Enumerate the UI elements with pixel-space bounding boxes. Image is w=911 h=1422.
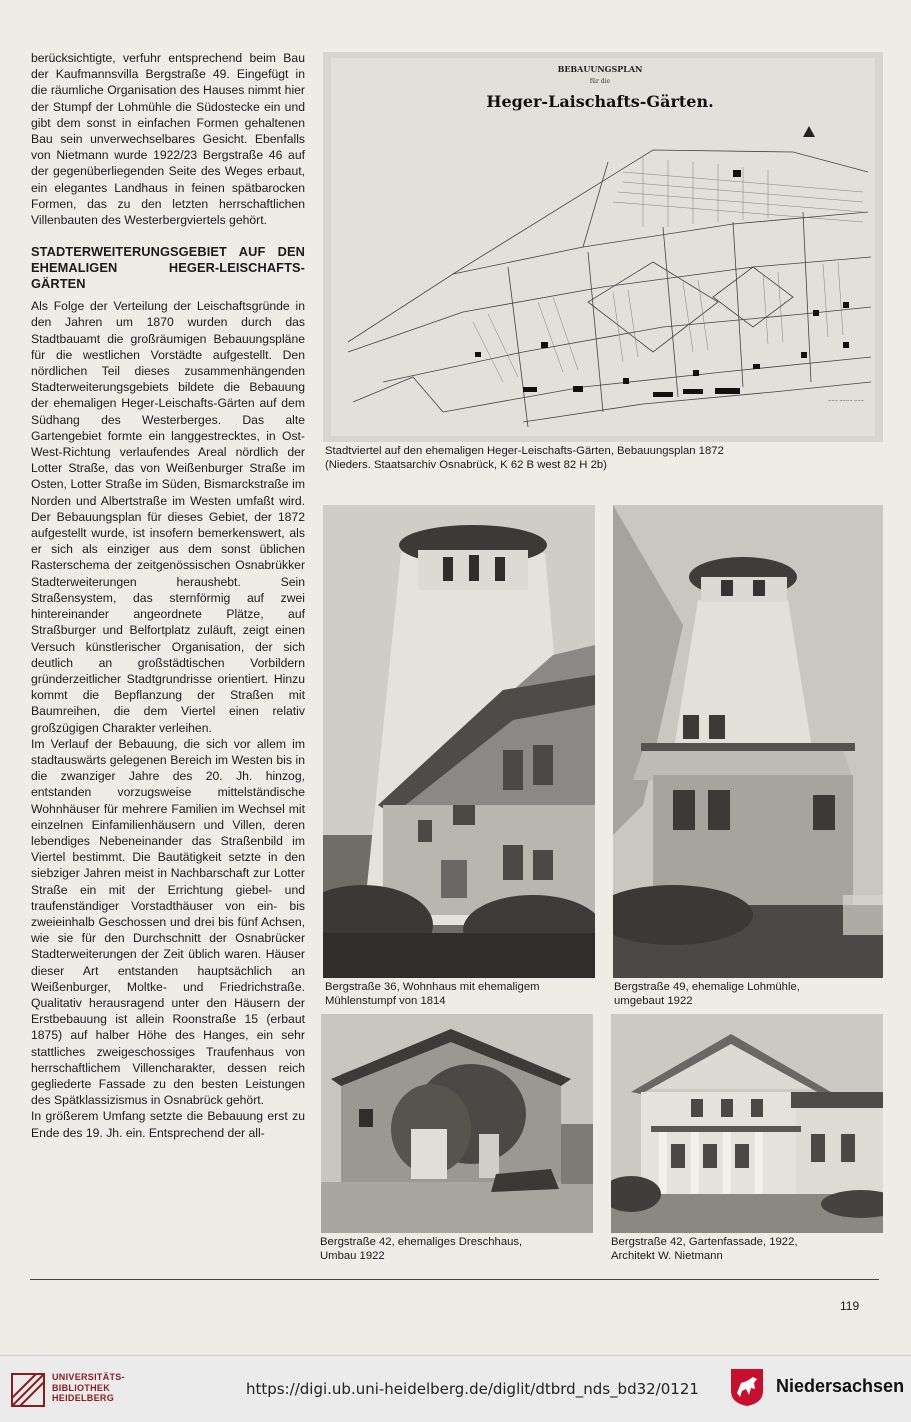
plan-drawing bbox=[323, 52, 883, 442]
library-name-line1: UNIVERSITÄTS- bbox=[52, 1372, 125, 1382]
state-name: Niedersachsen bbox=[776, 1376, 905, 1396]
photo-3-caption-line1: Bergstraße 42, ehemaliges Dreschhaus, bbox=[320, 1236, 523, 1248]
photo-bergstrasse-36 bbox=[323, 505, 595, 978]
library-name-line2: BIBLIOTHEK bbox=[52, 1382, 110, 1393]
threshing-house-image bbox=[321, 1014, 593, 1233]
section-heading: STADTERWEITERUNGSGEBIET AUF DEN EHEMALIGEN HEGER-LEISCHAFTS-GÄRTEN bbox=[31, 244, 305, 292]
svg-text:~~~ ~~~~ ~~~: ~~~ ~~~~ ~~~ bbox=[828, 398, 865, 403]
niedersachsen-horse-icon[interactable] bbox=[727, 1367, 767, 1407]
library-name bbox=[52, 1372, 125, 1404]
plan-caption bbox=[325, 445, 885, 472]
plan-label-small: BEBAUUNGSPLAN bbox=[557, 64, 643, 74]
photo-1-caption-line2: Mühlenstumpf von 1814 bbox=[325, 994, 446, 1007]
photo-1-caption bbox=[325, 981, 595, 1008]
photo-4-caption bbox=[611, 1236, 881, 1263]
photo-gartenfassade bbox=[611, 1014, 883, 1233]
photo-4-caption-line1: Bergstraße 42, Gartenfassade, 1922, bbox=[611, 1236, 798, 1248]
viewer-footer bbox=[0, 1355, 911, 1422]
photo-dreschhaus bbox=[321, 1014, 593, 1233]
intro-paragraph: berücksichtigte, verfuhr entsprechend beim Bau der Kaufmannsvilla Bergstraße 49. Eingefügt in die räumliche Organisation des Hauses nimmt hier der Stumpf der Lohmühle die Südostecke ein und gibt dem sonst in einfachen Formen gehaltenen Bau sein unverwechselbares Gesicht. Ebenfalls von Nietmann wurde 1922/23 Bergstraße 46 auf der gegenüberliegenden Seite des Weges erbaut, ein elegantes Landhaus in feinen spätbarocken Formen, das zu den letzten herrschaftlichen Villenbauten des Westerbergviertels gehört. bbox=[31, 51, 305, 228]
body-paragraph-3: In größerem Umfang setzte die Bebauung erst zu Ende des 19. Jh. ein. Entsprechend der all- bbox=[31, 1109, 305, 1140]
tower-house-image bbox=[323, 505, 595, 978]
permalink-url[interactable]: https://digi.ub.uni-heidelberg.de/diglit/dtbrd_nds_bd32/0121 bbox=[246, 1380, 699, 1398]
library-name-line3: HEIDELBERG bbox=[52, 1393, 115, 1403]
photo-4-caption-line2: Architekt W. Nietmann bbox=[611, 1249, 723, 1262]
university-library-logo-icon[interactable] bbox=[10, 1372, 46, 1408]
plan-figure bbox=[323, 52, 883, 442]
text-column bbox=[31, 50, 305, 1141]
photo-2-caption-line1: Bergstraße 49, ehemalige Lohmühle, bbox=[614, 981, 800, 993]
garden-facade-image bbox=[611, 1014, 883, 1233]
photo-3-caption bbox=[320, 1236, 590, 1263]
mill-image bbox=[613, 505, 883, 978]
photo-3-caption-line2: Umbau 1922 bbox=[320, 1249, 385, 1262]
footer-rule bbox=[30, 1279, 879, 1280]
photo-2-caption bbox=[614, 981, 884, 1008]
body-paragraph-1: Als Folge der Verteilung der Leischaftsgründe in den Jahren um 1870 wurden durch das Stadtbauamt die großräumigen Bebauungspläne für die westlichen Vorstädte aufgestellt. Den nördlichen Teil dieses zusammenhängenden Stadterweiterungsgebiets bildete die Bebauung der ehemaligen Heger-Leischafts-Gärten auf dem Südhang des Westerberges. Das alte Gartengebiet formte ein langgestrecktes, in Ost-West-Richtung verlaufendes Areal nördlich der Lotter Straße, das von Weißenburger Straße im Osten, Lotter Straße im Süden, Bismarckstraße im Norden und Albertstraße im Westen umfaßt wird. Der Bebauungsplan für dieses Gebiet, der 1872 aufgestellt wurde, ist insofern bemerkenswert, als er sich als einziger aus dem sonst üblichen Rasterschema der zeitgenössischen Osnabrükker Stadterweiterungen heraushebt. Sein Straßensystem, das sternförmig auf zwei hintereinander angeordnete Plätze, auf Straßburger und Belfortplatz zuläuft, zeigt einen Versuch künstlerischer Organisation, der sich deutlich an großstädtischen Vorbildern gründerzeitlicher Stadtgrundrisse orientiert. Hinzu kommt die Bepflanzung der Straßen mit Baumreihen, die dem Viertel einen relativ großzügigen Charakter verleihen. bbox=[31, 299, 305, 735]
plan-caption-line2: (Nieders. Staatsarchiv Osnabrück, K 62 B west 82 H 2b) bbox=[325, 458, 607, 471]
photo-bergstrasse-49 bbox=[613, 505, 883, 978]
photo-1-caption-line1: Bergstraße 36, Wohnhaus mit ehemaligem bbox=[325, 981, 540, 993]
body-paragraph-2: Im Verlauf der Bebauung, die sich vor allem im stadtauswärts gelegenen Bereich im Westen bis in die zwanziger Jahre des 20. Jh. hinzog, entstanden vorzugsweise mittelständische Wohnhäuser für mehrere Familien im Wechsel mit einzelnen Einfamilienhäusern und Villen, deren lebendiges Nebeneinander das Straßenbild im Viertel bestimmt. Die Bautätigkeit setzte in den siebziger Jahren meist in Nachbarschaft zur Lotter Straße ein mit der Errichtung giebel- und traufenständiger Vorstadthäuser von ein- bis zweieinhalb Geschossen und drei bis fünf Achsen, wie sie für den Durchschnitt der Osnabrücker Stadterweiterungen der Zeit üblich waren. Häuser dieser Art entstanden hauptsächlich an Weißenburger, Moltke- und Friedrichstraße. Qualitativ herausragend unter den Häusern der Erstbebauung ist allein Roonstraße 15 (erbaut 1875) auf halber Höhe des Hanges, ein sehr stattliches zweigeschossiges Traufenhaus von herrschaftlichem Villencharakter, dessen reich gegliederte Fassade zu den besten Leistungen des Spätklassizismus in Osnabrück gehört. bbox=[31, 736, 305, 1108]
plan-caption-line1: Stadtviertel auf den ehemaligen Heger-Leischafts-Gärten, Bebauungsplan 1872 bbox=[325, 445, 724, 457]
plan-label-sub: für die bbox=[589, 78, 611, 85]
photo-2-caption-line2: umgebaut 1922 bbox=[614, 994, 693, 1007]
page-number: 119 bbox=[840, 1299, 860, 1313]
plan-label-title: Heger-Laischafts-Gärten. bbox=[486, 92, 714, 111]
